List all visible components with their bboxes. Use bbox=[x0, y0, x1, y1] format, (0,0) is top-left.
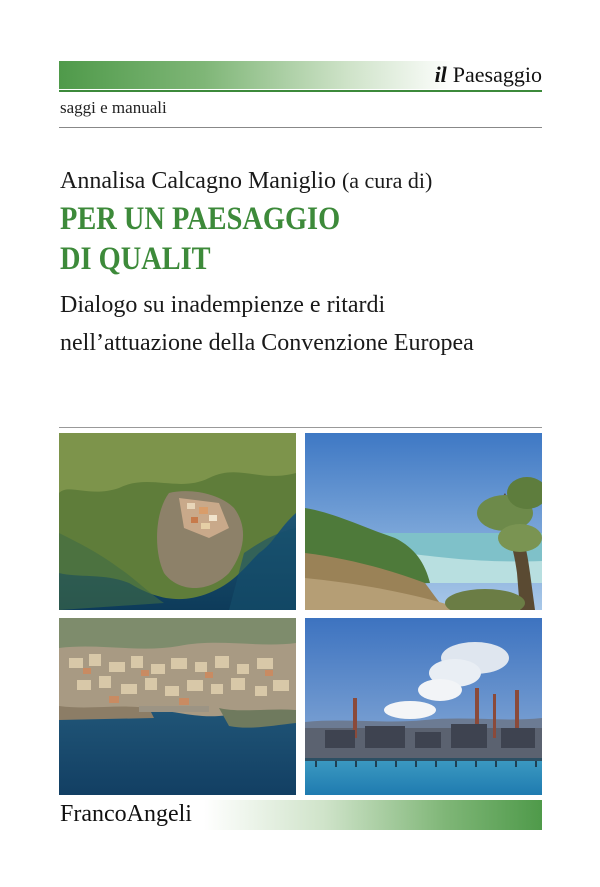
book-subtitle-line-1: Dialogo su inadempienze e ritardi bbox=[60, 292, 386, 318]
photo-cliff-village bbox=[59, 433, 296, 610]
book-title-line-2: DI QUALIT bbox=[60, 241, 211, 277]
book-title-line-1: PER UN PAESAGGIO bbox=[60, 201, 341, 237]
book-subtitle bbox=[60, 286, 474, 362]
book-subtitle-line-2: nell’attuazione della Convenzione Europea bbox=[60, 330, 474, 356]
photo-coastal-town bbox=[59, 618, 296, 795]
author-line bbox=[60, 168, 432, 195]
book-title bbox=[60, 199, 340, 279]
author-name: Annalisa Calcagno Maniglio bbox=[60, 168, 336, 194]
collection-divider bbox=[59, 127, 542, 128]
editor-note: (a cura di) bbox=[341, 168, 433, 193]
series-prefix: il bbox=[434, 62, 447, 87]
publisher-name: FrancoAngeli bbox=[60, 801, 192, 827]
photos-divider bbox=[59, 427, 542, 428]
photo-beach-pine bbox=[305, 433, 542, 610]
series-name bbox=[435, 62, 542, 88]
photo-industrial-plant bbox=[305, 618, 542, 795]
collection-label: saggi e manuali bbox=[60, 98, 167, 117]
series-title: Paesaggio bbox=[452, 62, 542, 87]
series-divider bbox=[59, 90, 542, 92]
